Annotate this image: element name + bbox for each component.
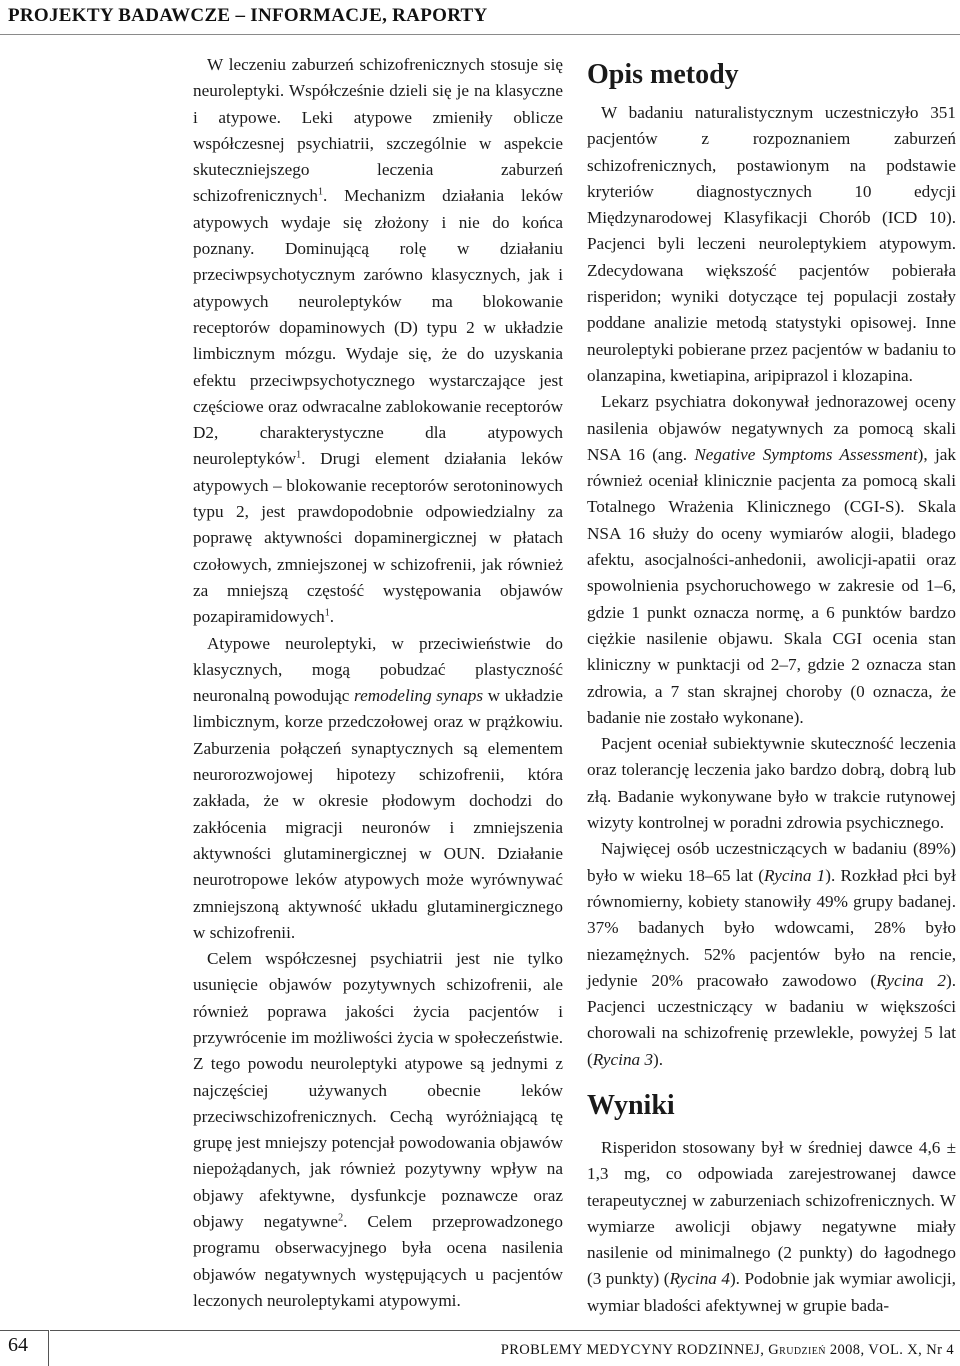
paragraph-intro: W leczeniu zaburzeń schizofrenicznych stosuje się neuroleptyki. Współcześnie dzieli się je na klasyczne i atypowe. Leki atypowe zmieniły oblicze współczesnej psychiatrii, szczególnie w aspekcie skuteczniejszego leczenia zaburzeń schizofrenicznych$^1$. Mechanizm działania leków atypowych wydaje się złożony i nie do końca poznany. Dominującą rolę w działaniu przeciwpsychotycznym zarówno klasycznych, jak i atypowych neuroleptyków ma blokowanie receptorów dopaminowych (D) typu 2 w układzie limbicznym mózgu. Wydaje się, że do uzyskania efektu przeciwpsychotycznego wystarczające jest częściowe oraz odwracalne zablokowanie receptorów D2, charakterystyczne dla atypowych neuroleptyków$^1$. Drugi element działania leków atypowych – blokowanie receptorów serotoninowych typu 2, jest prawdopodobnie odpowiedzialny za poprawę aktywności dopaminergicznej w płatach czołowych, zmniejszonej w schizofrenii, jak również za mniejszą częstość występowania objawów pozapiramidowych$^1$. (193, 55, 563, 627)
paragraph-methods-2: Lekarz psychiatra dokonywał jednorazowej oceny nasilenia objawów negatywnych za pomocą skali NSA 16 (ang. Negative Symptoms Assessment), jak również oceniał klinicznie pacjenta za pomocą skali Totalnego Wrażenia Klinicznego (CGI-S). Skala NSA 16 służy do oceny wymiarów alogii, bladego afektu, asocjalności-anhedonii, awolicji-apatii oraz spowolnienia psychoruchowego w zakresie od 1–6, gdzie 1 punkt oznacza normę, a 6 punktów bardzo ciężkie nasilenie objawu. Skala CGI ocenia stan kliniczny w punktacji od 2–7, gdzie 2 oznacza stan zdrowia, a 7 stan skrajnej choroby (0 oznacza, że badanie nie zostało wykonane). (587, 392, 956, 727)
heading-methods: Opis metody (587, 59, 739, 90)
paragraph-results-1: Risperidon stosowany był w średniej dawce 4,6 ± 1,3 mg, co odpowiada zarejestrowanej dawce terapeutycznej w zaburzeniach schizofrenicznych. W wymiarze awolicji objawy negatywne miały nasilenie od minimalnego (2 punkty) do łagodnego (3 punkty) (Rycina 4). Podobnie jak wymiar awolicji, wymiar bladości afektywnej w grupie bada- (587, 1137, 956, 1315)
figure-ref: Rycina 2 (876, 970, 946, 990)
paragraph-goal: Celem współczesnej psychiatrii jest nie tylko usunięcie objawów pozytywnych schizofrenii, ale również poprawa jakości życia pacjentów i przywrócenie im możliwości życia w społeczeństwie. Z tego powodu neuroleptyki atypowe są jednymi z najczęściej używanych obecnie leków przeciwschizofrenicznych. Cechą wyróżniającą tę grupę jest mniejszy potencjał powodowania objawów niepożądanych, jak również pozytywny wpływ na objawy afektywne, dysfunkcje poznawcze oraz objawy negatywne$^2$. Celem przeprowadzonego programu obserwacyjnego była ocena nasilenia objawów negatywnych występujących u pacjentów leczonych neuroleptykami atypowymi. (193, 949, 563, 1310)
paragraph-atypical-neuroleptics: Atypowe neuroleptyki, w przeciwieństwie do klasycznych, mogą pobudzać plastyczność neuronalną powodując remodeling synaps w układzie limbicznym, korze przedczołowej oraz w prążkowiu. Zaburzenia połączeń synaptycznych są elementem neurorozwojowej hipotezy schizofrenii, która zakłada, że w okresie płodowym dochodzi do zakłócenia migracji neuronów i zmniejszenia aktywności glutaminergicznej w OUN. Działanie neurotropowe leków atypowych może wyrównywać zmniejszoną aktywność układu glutaminergicznego w schizofrenii. (193, 633, 563, 942)
right-column (587, 52, 956, 1319)
paragraph-methods-1: W badaniu naturalistycznym uczestniczyło 351 pacjentów z rozpoznaniem zaburzeń schizofrenicznych, postawionym na podstawie kryteriów diagnostycznych 10 edycji Międzynarodowej Klasyfikacji Chorób (ICD 10). Pacjenci byli leczeni neuroleptykiem atypowym. Zdecydowana większość pacjentów pobierała risperidon; wyniki dotyczące tej populacji zostały poddane analizie metodą statystyki opisowej. Inne neuroleptyki pobierane przez pacjentów w badaniu to olanzapina, kwetiapina, aripiprazol i klozapina. (587, 103, 956, 385)
italic-term: remodeling synaps (354, 686, 484, 706)
journal-footer: PROBLEMY MEDYCYNY RODZINNEJ, Grudzień 2008, VOL. X, Nr 4 (500, 1342, 954, 1358)
paragraph-methods-3: Pacjent oceniał subiektywnie skuteczność leczenia oraz tolerancję leczenia jako bardzo dobrą, dobrą lub złą. Badanie wykonywane było w trakcie rutynowej wizyty kontrolnej w poradni zdrowia psychicznego. (587, 734, 956, 833)
italic-term: Negative Symptoms Assessment (694, 444, 918, 464)
figure-ref: Rycina 4 (669, 1269, 730, 1289)
figure-ref: Rycina 1 (764, 865, 826, 885)
section-header-title: PROJEKTY BADAWCZE – INFORMACJE, RAPORTY (8, 5, 488, 26)
citation-ref: 2 (338, 1212, 344, 1224)
page-number: 64 (8, 1334, 28, 1356)
paragraph-methods-4: Najwięcej osób uczestniczących w badaniu (89%) było w wieku 18–65 lat (Rycina 1). Rozkład płci był równomierny, kobiety stanowiły 49% grupy badanej. 37% badanych było wdowcami, 28% było niezamężnych. 52% pacjentów było na rencie, jedynie 20% pracowało zawodowo (Rycina 2). Pacjenci uczestniczący w badaniu w większości chorowali na schizofrenię przewlekle, powyżej 5 lat (Rycina 3). (587, 839, 956, 1069)
heading-results: Wyniki (587, 1089, 675, 1121)
left-column (193, 52, 563, 1314)
header-bar (0, 0, 960, 35)
citation-ref: 1 (318, 186, 324, 198)
citation-ref: 1 (296, 449, 302, 461)
citation-ref: 1 (324, 607, 330, 619)
figure-ref: Rycina 3 (592, 1049, 654, 1069)
footer-rule (50, 1330, 960, 1331)
